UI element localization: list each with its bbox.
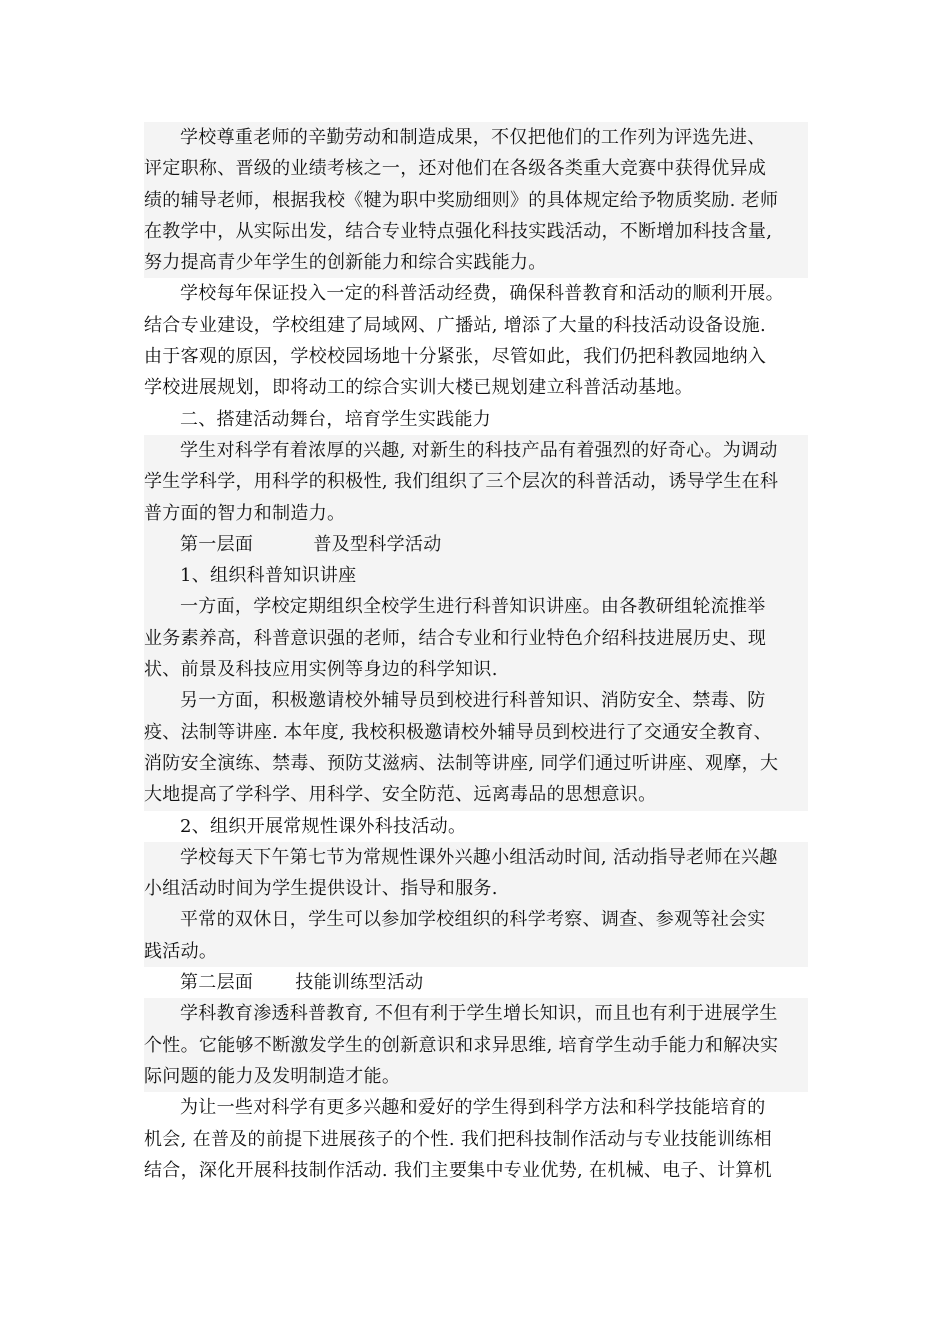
text-line: 学校尊重老师的辛勤劳动和制造成果，不仅把他们的工作列为评选先进、 [180, 127, 766, 148]
text-line: 平常的双休日，学生可以参加学校组织的科学考察、调查、参观等社会实 [180, 909, 766, 931]
text-line: 由于客观的原因，学校校园场地十分紧张，尽管如此，我们仍把科教园地纳入 [144, 346, 767, 368]
paragraph-lectures [144, 591, 808, 685]
paragraph-weekend-activities [144, 904, 808, 967]
subheading-level-1 [144, 529, 808, 560]
subheading-item-1 [144, 560, 808, 591]
text-line: 机会, 在普及的前提下进展孩子的个性. 我们把科技制作活动与专业技能训练相 [144, 1128, 772, 1150]
section-heading-2 [144, 404, 808, 435]
text-line: 小组活动时间为学生提供设计、指导和服务. [144, 878, 498, 900]
paragraph-tech-production [144, 1092, 808, 1186]
text-line: 学生学科学，用科学的积极性, 我们组织了三个层次的科普活动，诱导学生在科 [144, 471, 779, 493]
text-line: 普方面的智力和制造力。 [144, 502, 346, 524]
text-line: 业务素养高，科普意识强的老师，结合专业和行业特色介绍科技进展历史、现 [144, 627, 767, 649]
paragraph-student-interest [144, 435, 808, 529]
subheading-level-2 [144, 967, 808, 998]
text-line: 疫、法制等讲座. 本年度, 我校积极邀请校外辅导员到校进行了交通安全教育、 [144, 721, 772, 743]
text-line: 一方面，学校定期组织全校学生进行科普知识讲座。由各教研组轮流推举 [180, 596, 766, 618]
text-line: 践活动。 [144, 940, 218, 962]
text-line: 消防安全演练、禁毒、预防艾滋病、法制等讲座, 同学们通过听讲座、观摩，大 [144, 752, 779, 774]
text-line: 大地提高了学科学、用科学、安全防范、远离毒品的思想意识。 [144, 784, 657, 806]
text-line: 学科教育渗透科普教育, 不但有利于学生增长知识，而且也有利于进展学生 [180, 1003, 778, 1025]
subheading-item-2 [144, 811, 808, 842]
text-line: 在教学中，从实际出发，结合专业特点强化科技实践活动，不断增加科技含量, [144, 220, 773, 242]
text-line: 状、前景及科技应用实例等身边的科学知识. [144, 659, 498, 681]
paragraph-funding [144, 278, 808, 403]
heading-text: 1、组织科普知识讲座 [180, 565, 357, 587]
heading-text: 第二层面 技能训练型活动 [180, 972, 424, 994]
text-line: 绩的辅导老师，根据我校《犍为职中奖励细则》的具体规定给予物质奖励. 老师 [144, 189, 779, 211]
heading-text: 2、组织开展常规性课外科技活动。 [180, 815, 467, 837]
text-line: 际问题的能力及发明制造才能。 [144, 1065, 401, 1087]
text-line: 个性。它能够不断激发学生的创新意识和求异思维, 培育学生动手能力和解决实 [144, 1034, 779, 1056]
text-line: 学校每天下午第七节为常规性课外兴趣小组活动时间, 活动指导老师在兴趣 [180, 846, 778, 868]
text-line: 结合，深化开展科技制作活动. 我们主要集中专业优势, 在机械、电子、计算机 [144, 1159, 772, 1181]
text-line: 学生对科学有着浓厚的兴趣, 对新生的科技产品有着强烈的好奇心。为调动 [180, 439, 778, 461]
heading-text: 二、搭建活动舞台，培育学生实践能力 [180, 408, 492, 430]
paragraph-award-policy [144, 122, 808, 278]
text-line: 学校进展规划，即将动工的综合实训大楼已规划建立科普活动基地。 [144, 377, 693, 399]
text-line: 结合专业建设，学校组建了局域网、广播站, 增添了大量的科技活动设备设施. [144, 314, 766, 336]
text-line: 为让一些对科学有更多兴趣和爱好的学生得到科学方法和科学技能培育的 [180, 1097, 766, 1119]
text-line: 学校每年保证投入一定的科普活动经费，确保科普教育和活动的顺利开展。 [180, 283, 784, 305]
document-body [144, 122, 808, 1186]
heading-text: 第一层面 普及型科学活动 [180, 533, 442, 555]
paragraph-external-counselors [144, 685, 808, 810]
text-line: 另一方面，积极邀请校外辅导员到校进行科普知识、消防安全、禁毒、防 [180, 690, 766, 712]
paragraph-interest-groups [144, 842, 808, 905]
text-line: 评定职称、晋级的业绩考核之一，还对他们在各级各类重大竞赛中获得优异成 [144, 158, 767, 180]
text-line: 努力提高青少年学生的创新能力和综合实践能力。 [144, 252, 547, 274]
paragraph-subject-education [144, 998, 808, 1092]
